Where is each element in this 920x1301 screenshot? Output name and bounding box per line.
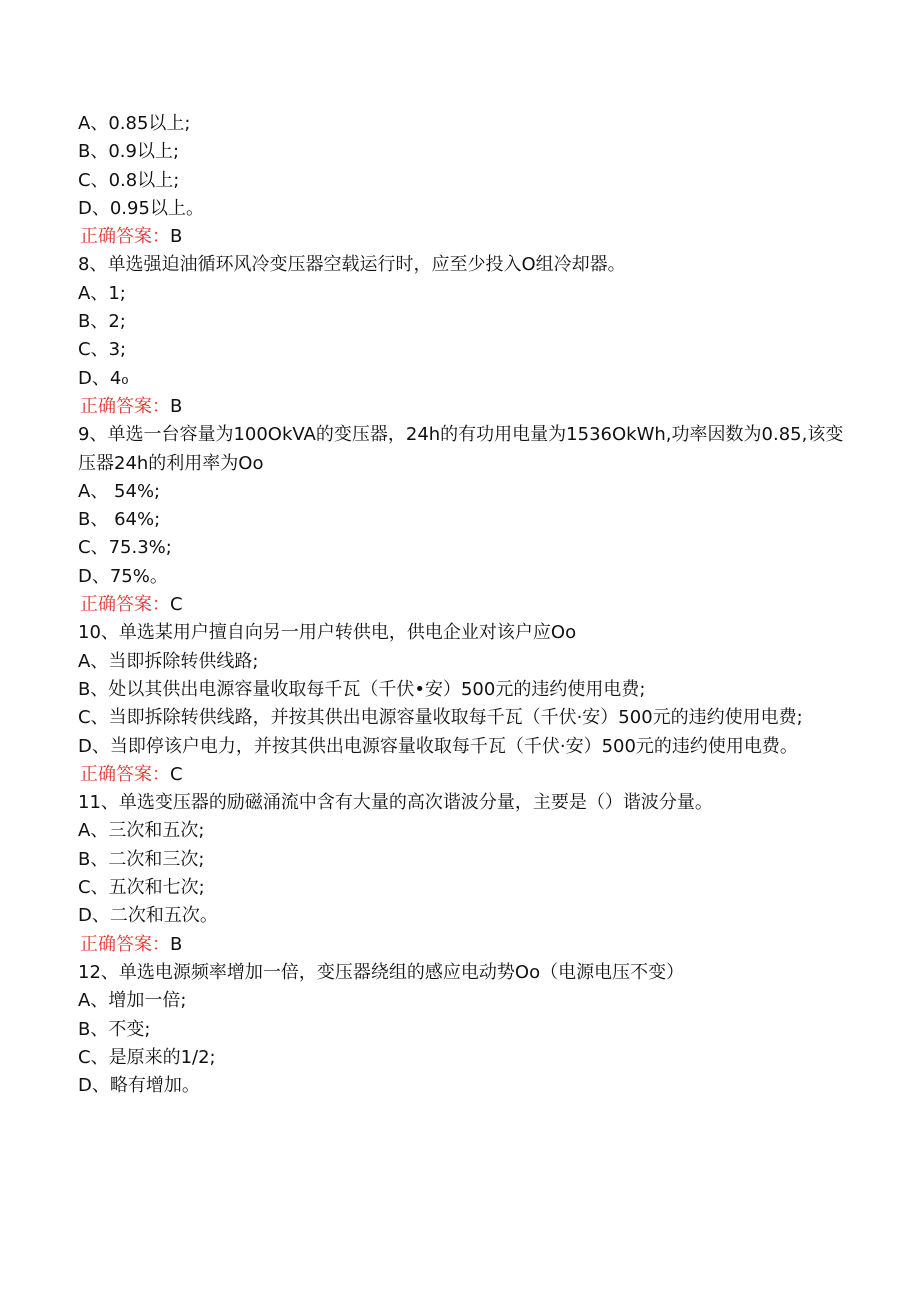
q10-option-b: B、处以其供出电源容量收取每千瓦（千伏•安）500元的违约使用电费; xyxy=(78,678,646,700)
q7-option-d: D、0.95以上。 xyxy=(78,197,204,219)
q8-option-a: A、1; xyxy=(78,282,126,304)
q9-answer xyxy=(78,591,848,619)
answer-value: C xyxy=(170,594,183,616)
q8-option-d: D、4₀ xyxy=(78,367,129,389)
q11-option-c: C、五次和七次; xyxy=(78,877,205,899)
q8-question: 8、单选强迫油循环风冷变压器空载运行时，应至少投入O组冷却器。 xyxy=(78,254,626,276)
answer-value: B xyxy=(170,395,183,417)
q11-option-a: A、三次和五次; xyxy=(78,820,205,842)
q9-option-a: A、 54%; xyxy=(78,480,161,502)
q10-question: 10、单选某用户擅自向另一用户转供电，供电企业对该户应Oo xyxy=(78,622,577,644)
q7-option-a: A、0.85以上; xyxy=(78,113,191,134)
q11-option-b: B、二次和三次; xyxy=(78,848,205,870)
q10-option-c: C、当即拆除转供线路，并按其供出电源容量收取每千瓦（千伏·安）500元的违约使用电费; xyxy=(78,707,803,729)
q7-answer xyxy=(78,223,848,251)
q10-option-a: A、当即拆除转供线路; xyxy=(78,650,259,672)
answer-value: B xyxy=(170,933,183,955)
q8-option-c: C、3; xyxy=(78,339,127,361)
q9-option-b: B、 64%; xyxy=(78,509,161,531)
q11-answer xyxy=(78,931,848,959)
q11-option-d: D、二次和五次。 xyxy=(78,905,218,927)
q10-option-d: D、当即停该户电力，并按其供出电源容量收取每千瓦（千伏·安）500元的违约使用电费。 xyxy=(78,735,798,757)
q9-question: 9、单选一台容量为100OkVA的变压器，24h的有功用电量为1536OkWh,功率因数为0.85,该变压器24h的利用率为Oo xyxy=(78,424,844,474)
q9-option-c: C、75.3%; xyxy=(78,537,172,559)
document-page xyxy=(78,110,848,1100)
answer-value: B xyxy=(170,226,183,248)
q10-answer xyxy=(78,761,848,789)
q8-option-b: B、2; xyxy=(78,311,126,333)
answer-label: 正确答案： xyxy=(80,594,170,616)
q12-option-c: C、是原来的1/2; xyxy=(78,1046,216,1068)
answer-label: 正确答案： xyxy=(80,933,170,955)
answer-label: 正确答案： xyxy=(80,226,170,248)
q12-option-b: B、不变; xyxy=(78,1018,151,1040)
q7-option-c: C、0.8以上; xyxy=(78,169,180,191)
q12-question: 12、单选电源频率增加一倍，变压器绕组的感应电动势Oo（电源电压不变） xyxy=(78,961,685,983)
q8-answer xyxy=(78,393,848,421)
q11-question: 11、单选变压器的励磁涌流中含有大量的高次谐波分量，主要是（）谐波分量。 xyxy=(78,792,713,814)
q12-option-a: A、增加一倍; xyxy=(78,990,187,1012)
q9-option-d: D、75%。 xyxy=(78,565,168,587)
answer-value: C xyxy=(170,763,183,785)
q12-option-d: D、略有增加。 xyxy=(78,1075,200,1097)
answer-label: 正确答案： xyxy=(80,763,170,785)
q7-option-b: B、0.9以上; xyxy=(78,141,180,163)
answer-label: 正确答案： xyxy=(80,395,170,417)
